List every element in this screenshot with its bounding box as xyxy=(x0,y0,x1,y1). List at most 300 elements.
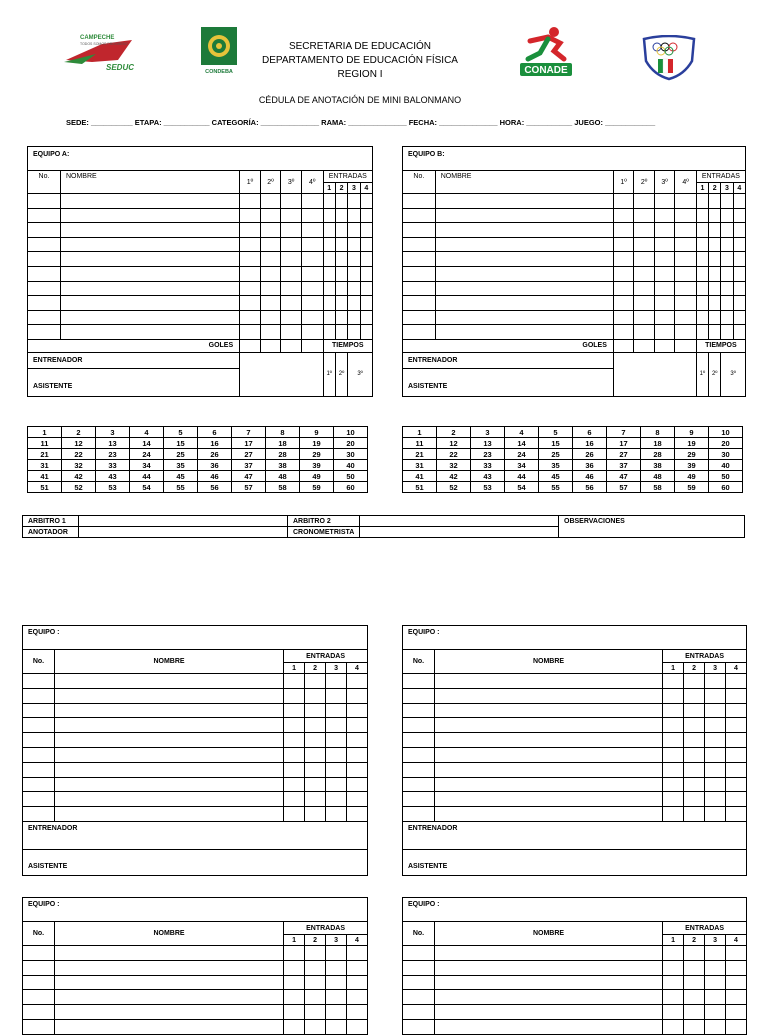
player-cell[interactable] xyxy=(326,975,347,990)
player-cell[interactable] xyxy=(305,1005,326,1020)
player-cell[interactable] xyxy=(634,208,654,223)
player-cell[interactable] xyxy=(403,266,436,281)
player-cell[interactable] xyxy=(347,777,368,792)
grid-number[interactable]: 11 xyxy=(403,438,437,449)
grid-number[interactable]: 6 xyxy=(198,427,232,438)
player-cell[interactable] xyxy=(240,310,261,325)
player-cell[interactable] xyxy=(654,194,674,209)
player-cell[interactable] xyxy=(675,266,697,281)
notes-box[interactable] xyxy=(613,352,696,396)
player-cell[interactable] xyxy=(705,674,726,689)
player-cell[interactable] xyxy=(284,975,305,990)
grid-number[interactable]: 23 xyxy=(471,449,505,460)
player-cell[interactable] xyxy=(281,266,302,281)
player-cell[interactable] xyxy=(54,733,283,748)
player-cell[interactable] xyxy=(305,688,326,703)
player-cell[interactable] xyxy=(726,946,747,961)
player-cell[interactable] xyxy=(284,688,305,703)
player-cell[interactable] xyxy=(348,325,360,340)
grid-number[interactable]: 18 xyxy=(266,438,300,449)
player-cell[interactable] xyxy=(360,266,372,281)
grid-number[interactable]: 59 xyxy=(675,482,709,493)
player-cell[interactable] xyxy=(335,281,347,296)
goles-field[interactable] xyxy=(301,339,323,352)
player-cell[interactable] xyxy=(613,281,633,296)
player-cell[interactable] xyxy=(326,1005,347,1020)
grid-number[interactable]: 33 xyxy=(471,460,505,471)
grid-number[interactable]: 28 xyxy=(641,449,675,460)
player-cell[interactable] xyxy=(403,777,435,792)
player-cell[interactable] xyxy=(28,296,61,311)
player-cell[interactable] xyxy=(305,1019,326,1034)
player-cell[interactable] xyxy=(360,325,372,340)
player-cell[interactable] xyxy=(301,208,323,223)
player-cell[interactable] xyxy=(348,296,360,311)
player-cell[interactable] xyxy=(403,762,435,777)
player-cell[interactable] xyxy=(301,252,323,267)
player-cell[interactable] xyxy=(726,762,747,777)
player-cell[interactable] xyxy=(684,747,705,762)
grid-number[interactable]: 9 xyxy=(300,427,334,438)
player-cell[interactable] xyxy=(348,310,360,325)
player-cell[interactable] xyxy=(434,960,662,975)
grid-number[interactable]: 14 xyxy=(505,438,539,449)
player-cell[interactable] xyxy=(281,296,302,311)
player-cell[interactable] xyxy=(281,310,302,325)
grid-number[interactable]: 26 xyxy=(573,449,607,460)
player-cell[interactable] xyxy=(260,281,281,296)
player-cell[interactable] xyxy=(323,325,335,340)
player-cell[interactable] xyxy=(696,325,708,340)
player-cell[interactable] xyxy=(709,252,721,267)
grid-number[interactable]: 35 xyxy=(539,460,573,471)
player-cell[interactable] xyxy=(721,208,733,223)
grid-number[interactable]: 40 xyxy=(709,460,743,471)
player-cell[interactable] xyxy=(360,223,372,238)
grid-number[interactable]: 39 xyxy=(300,460,334,471)
player-cell[interactable] xyxy=(23,990,55,1005)
player-cell[interactable] xyxy=(323,194,335,209)
player-cell[interactable] xyxy=(434,1019,662,1034)
player-cell[interactable] xyxy=(403,237,436,252)
player-cell[interactable] xyxy=(284,807,305,822)
grid-number[interactable]: 5 xyxy=(164,427,198,438)
player-cell[interactable] xyxy=(696,194,708,209)
player-cell[interactable] xyxy=(654,325,674,340)
player-cell[interactable] xyxy=(240,281,261,296)
player-cell[interactable] xyxy=(403,703,435,718)
grid-number[interactable]: 56 xyxy=(198,482,232,493)
player-cell[interactable] xyxy=(260,325,281,340)
grid-number[interactable]: 56 xyxy=(573,482,607,493)
grid-number[interactable]: 1 xyxy=(403,427,437,438)
player-cell[interactable] xyxy=(348,281,360,296)
player-cell[interactable] xyxy=(684,807,705,822)
player-cell[interactable] xyxy=(403,946,435,961)
player-cell[interactable] xyxy=(281,237,302,252)
player-cell[interactable] xyxy=(284,946,305,961)
player-cell[interactable] xyxy=(435,237,613,252)
player-cell[interactable] xyxy=(684,975,705,990)
grid-number[interactable]: 59 xyxy=(300,482,334,493)
grid-number[interactable]: 34 xyxy=(505,460,539,471)
player-cell[interactable] xyxy=(726,674,747,689)
player-cell[interactable] xyxy=(347,762,368,777)
player-cell[interactable] xyxy=(675,208,697,223)
player-cell[interactable] xyxy=(305,975,326,990)
player-cell[interactable] xyxy=(634,223,654,238)
grid-number[interactable]: 10 xyxy=(709,427,743,438)
player-cell[interactable] xyxy=(240,223,261,238)
player-cell[interactable] xyxy=(663,960,684,975)
player-cell[interactable] xyxy=(301,194,323,209)
player-cell[interactable] xyxy=(305,960,326,975)
grid-number[interactable]: 45 xyxy=(164,471,198,482)
player-cell[interactable] xyxy=(663,990,684,1005)
grid-number[interactable]: 32 xyxy=(437,460,471,471)
player-cell[interactable] xyxy=(28,325,61,340)
grid-number[interactable]: 40 xyxy=(334,460,368,471)
grid-number[interactable]: 41 xyxy=(28,471,62,482)
grid-number[interactable]: 48 xyxy=(641,471,675,482)
player-cell[interactable] xyxy=(347,674,368,689)
player-cell[interactable] xyxy=(684,733,705,748)
notes-box[interactable] xyxy=(240,352,323,396)
player-cell[interactable] xyxy=(705,792,726,807)
player-cell[interactable] xyxy=(696,281,708,296)
player-cell[interactable] xyxy=(326,703,347,718)
player-cell[interactable] xyxy=(663,777,684,792)
player-cell[interactable] xyxy=(705,1019,726,1034)
player-cell[interactable] xyxy=(348,237,360,252)
player-cell[interactable] xyxy=(403,747,435,762)
player-cell[interactable] xyxy=(726,688,747,703)
player-cell[interactable] xyxy=(663,975,684,990)
player-cell[interactable] xyxy=(281,325,302,340)
player-cell[interactable] xyxy=(721,252,733,267)
player-cell[interactable] xyxy=(705,1005,726,1020)
player-cell[interactable] xyxy=(705,975,726,990)
grid-number[interactable]: 4 xyxy=(130,427,164,438)
player-cell[interactable] xyxy=(684,792,705,807)
player-cell[interactable] xyxy=(301,325,323,340)
player-cell[interactable] xyxy=(284,733,305,748)
grid-number[interactable]: 42 xyxy=(437,471,471,482)
player-cell[interactable] xyxy=(347,990,368,1005)
player-cell[interactable] xyxy=(326,674,347,689)
player-cell[interactable] xyxy=(281,252,302,267)
entrenador-field[interactable] xyxy=(23,835,368,849)
grid-number[interactable]: 60 xyxy=(334,482,368,493)
player-cell[interactable] xyxy=(281,281,302,296)
grid-number[interactable]: 19 xyxy=(675,438,709,449)
player-cell[interactable] xyxy=(281,208,302,223)
player-cell[interactable] xyxy=(684,674,705,689)
player-cell[interactable] xyxy=(335,266,347,281)
player-cell[interactable] xyxy=(675,252,697,267)
player-cell[interactable] xyxy=(281,194,302,209)
grid-number[interactable]: 46 xyxy=(198,471,232,482)
grid-number[interactable]: 31 xyxy=(403,460,437,471)
player-cell[interactable] xyxy=(60,266,239,281)
player-cell[interactable] xyxy=(634,325,654,340)
player-cell[interactable] xyxy=(301,281,323,296)
grid-number[interactable]: 52 xyxy=(437,482,471,493)
player-cell[interactable] xyxy=(434,674,662,689)
grid-number[interactable]: 44 xyxy=(505,471,539,482)
player-cell[interactable] xyxy=(726,960,747,975)
player-cell[interactable] xyxy=(435,252,613,267)
player-cell[interactable] xyxy=(60,223,239,238)
player-cell[interactable] xyxy=(654,310,674,325)
grid-number[interactable]: 8 xyxy=(641,427,675,438)
player-cell[interactable] xyxy=(675,281,697,296)
player-cell[interactable] xyxy=(54,975,283,990)
player-cell[interactable] xyxy=(28,223,61,238)
grid-number[interactable]: 50 xyxy=(709,471,743,482)
player-cell[interactable] xyxy=(284,960,305,975)
player-cell[interactable] xyxy=(709,310,721,325)
goles-field[interactable] xyxy=(613,339,633,352)
player-cell[interactable] xyxy=(347,792,368,807)
grid-number[interactable]: 48 xyxy=(266,471,300,482)
grid-number[interactable]: 10 xyxy=(334,427,368,438)
player-cell[interactable] xyxy=(733,252,745,267)
player-cell[interactable] xyxy=(663,1005,684,1020)
grid-number[interactable]: 17 xyxy=(607,438,641,449)
player-cell[interactable] xyxy=(663,688,684,703)
player-cell[interactable] xyxy=(435,266,613,281)
player-cell[interactable] xyxy=(323,252,335,267)
player-cell[interactable] xyxy=(403,194,436,209)
grid-number[interactable]: 53 xyxy=(96,482,130,493)
player-cell[interactable] xyxy=(721,310,733,325)
player-cell[interactable] xyxy=(260,296,281,311)
player-cell[interactable] xyxy=(326,990,347,1005)
player-cell[interactable] xyxy=(284,1005,305,1020)
player-cell[interactable] xyxy=(240,296,261,311)
grid-number[interactable]: 55 xyxy=(539,482,573,493)
player-cell[interactable] xyxy=(654,296,674,311)
grid-number[interactable]: 38 xyxy=(641,460,675,471)
player-cell[interactable] xyxy=(696,237,708,252)
player-cell[interactable] xyxy=(23,703,55,718)
grid-number[interactable]: 53 xyxy=(471,482,505,493)
player-cell[interactable] xyxy=(403,688,435,703)
player-cell[interactable] xyxy=(348,252,360,267)
player-cell[interactable] xyxy=(684,990,705,1005)
player-cell[interactable] xyxy=(696,266,708,281)
grid-number[interactable]: 7 xyxy=(607,427,641,438)
player-cell[interactable] xyxy=(403,990,435,1005)
player-cell[interactable] xyxy=(709,296,721,311)
player-cell[interactable] xyxy=(613,208,633,223)
grid-number[interactable]: 45 xyxy=(539,471,573,482)
player-cell[interactable] xyxy=(435,296,613,311)
player-cell[interactable] xyxy=(733,266,745,281)
player-cell[interactable] xyxy=(284,703,305,718)
player-cell[interactable] xyxy=(613,252,633,267)
player-cell[interactable] xyxy=(54,674,283,689)
player-cell[interactable] xyxy=(23,792,55,807)
player-cell[interactable] xyxy=(654,266,674,281)
player-cell[interactable] xyxy=(326,1019,347,1034)
player-cell[interactable] xyxy=(326,777,347,792)
player-cell[interactable] xyxy=(347,747,368,762)
grid-number[interactable]: 12 xyxy=(437,438,471,449)
player-cell[interactable] xyxy=(240,237,261,252)
grid-number[interactable]: 58 xyxy=(266,482,300,493)
player-cell[interactable] xyxy=(323,266,335,281)
player-cell[interactable] xyxy=(435,223,613,238)
player-cell[interactable] xyxy=(28,237,61,252)
player-cell[interactable] xyxy=(705,946,726,961)
grid-number[interactable]: 26 xyxy=(198,449,232,460)
player-cell[interactable] xyxy=(675,194,697,209)
player-cell[interactable] xyxy=(28,194,61,209)
player-cell[interactable] xyxy=(60,296,239,311)
player-cell[interactable] xyxy=(260,310,281,325)
grid-number[interactable]: 47 xyxy=(607,471,641,482)
player-cell[interactable] xyxy=(281,223,302,238)
player-cell[interactable] xyxy=(705,777,726,792)
player-cell[interactable] xyxy=(360,237,372,252)
player-cell[interactable] xyxy=(305,703,326,718)
player-cell[interactable] xyxy=(240,325,261,340)
player-cell[interactable] xyxy=(733,194,745,209)
player-cell[interactable] xyxy=(721,296,733,311)
player-cell[interactable] xyxy=(348,194,360,209)
grid-number[interactable]: 25 xyxy=(164,449,198,460)
player-cell[interactable] xyxy=(326,792,347,807)
player-cell[interactable] xyxy=(705,703,726,718)
player-cell[interactable] xyxy=(54,946,283,961)
player-cell[interactable] xyxy=(260,194,281,209)
player-cell[interactable] xyxy=(23,762,55,777)
player-cell[interactable] xyxy=(23,807,55,822)
player-cell[interactable] xyxy=(726,733,747,748)
player-cell[interactable] xyxy=(634,237,654,252)
player-cell[interactable] xyxy=(323,281,335,296)
player-cell[interactable] xyxy=(696,223,708,238)
player-cell[interactable] xyxy=(434,975,662,990)
player-cell[interactable] xyxy=(323,223,335,238)
player-cell[interactable] xyxy=(709,325,721,340)
grid-number[interactable]: 57 xyxy=(232,482,266,493)
player-cell[interactable] xyxy=(240,194,261,209)
player-cell[interactable] xyxy=(347,1019,368,1034)
grid-number[interactable]: 37 xyxy=(232,460,266,471)
player-cell[interactable] xyxy=(403,1019,435,1034)
grid-number[interactable]: 36 xyxy=(573,460,607,471)
player-cell[interactable] xyxy=(284,674,305,689)
player-cell[interactable] xyxy=(733,223,745,238)
player-cell[interactable] xyxy=(54,777,283,792)
grid-number[interactable]: 41 xyxy=(403,471,437,482)
player-cell[interactable] xyxy=(301,223,323,238)
player-cell[interactable] xyxy=(684,1019,705,1034)
player-cell[interactable] xyxy=(663,703,684,718)
grid-number[interactable]: 24 xyxy=(130,449,164,460)
grid-number[interactable]: 20 xyxy=(709,438,743,449)
grid-number[interactable]: 15 xyxy=(164,438,198,449)
player-cell[interactable] xyxy=(23,1019,55,1034)
grid-number[interactable]: 60 xyxy=(709,482,743,493)
player-cell[interactable] xyxy=(348,223,360,238)
player-cell[interactable] xyxy=(613,325,633,340)
player-cell[interactable] xyxy=(326,733,347,748)
player-cell[interactable] xyxy=(663,762,684,777)
player-cell[interactable] xyxy=(721,223,733,238)
player-cell[interactable] xyxy=(709,266,721,281)
player-cell[interactable] xyxy=(54,960,283,975)
player-cell[interactable] xyxy=(301,266,323,281)
grid-number[interactable]: 27 xyxy=(232,449,266,460)
player-cell[interactable] xyxy=(403,281,436,296)
player-cell[interactable] xyxy=(348,266,360,281)
player-cell[interactable] xyxy=(613,310,633,325)
player-cell[interactable] xyxy=(709,237,721,252)
player-cell[interactable] xyxy=(326,946,347,961)
grid-number[interactable]: 2 xyxy=(62,427,96,438)
player-cell[interactable] xyxy=(23,688,55,703)
player-cell[interactable] xyxy=(323,237,335,252)
player-cell[interactable] xyxy=(23,960,55,975)
player-cell[interactable] xyxy=(663,747,684,762)
player-cell[interactable] xyxy=(721,325,733,340)
grid-number[interactable]: 36 xyxy=(198,460,232,471)
player-cell[interactable] xyxy=(434,946,662,961)
grid-number[interactable]: 22 xyxy=(62,449,96,460)
player-cell[interactable] xyxy=(305,747,326,762)
grid-number[interactable]: 29 xyxy=(300,449,334,460)
grid-number[interactable]: 43 xyxy=(471,471,505,482)
player-cell[interactable] xyxy=(23,777,55,792)
player-cell[interactable] xyxy=(240,252,261,267)
player-cell[interactable] xyxy=(613,223,633,238)
goles-field[interactable] xyxy=(675,339,697,352)
player-cell[interactable] xyxy=(663,718,684,733)
grid-number[interactable]: 17 xyxy=(232,438,266,449)
anotador-field[interactable] xyxy=(79,527,288,538)
grid-number[interactable]: 43 xyxy=(96,471,130,482)
player-cell[interactable] xyxy=(335,252,347,267)
player-cell[interactable] xyxy=(435,208,613,223)
player-cell[interactable] xyxy=(733,208,745,223)
player-cell[interactable] xyxy=(260,208,281,223)
player-cell[interactable] xyxy=(28,310,61,325)
player-cell[interactable] xyxy=(28,281,61,296)
player-cell[interactable] xyxy=(733,281,745,296)
player-cell[interactable] xyxy=(403,975,435,990)
grid-number[interactable]: 13 xyxy=(471,438,505,449)
grid-number[interactable]: 2 xyxy=(437,427,471,438)
player-cell[interactable] xyxy=(403,310,436,325)
player-cell[interactable] xyxy=(654,281,674,296)
player-cell[interactable] xyxy=(709,208,721,223)
player-cell[interactable] xyxy=(434,718,662,733)
player-cell[interactable] xyxy=(434,807,662,822)
player-cell[interactable] xyxy=(733,237,745,252)
player-cell[interactable] xyxy=(301,310,323,325)
goles-field[interactable] xyxy=(240,339,261,352)
player-cell[interactable] xyxy=(434,733,662,748)
player-cell[interactable] xyxy=(360,252,372,267)
grid-number[interactable]: 9 xyxy=(675,427,709,438)
player-cell[interactable] xyxy=(335,194,347,209)
player-cell[interactable] xyxy=(23,747,55,762)
grid-number[interactable]: 12 xyxy=(62,438,96,449)
